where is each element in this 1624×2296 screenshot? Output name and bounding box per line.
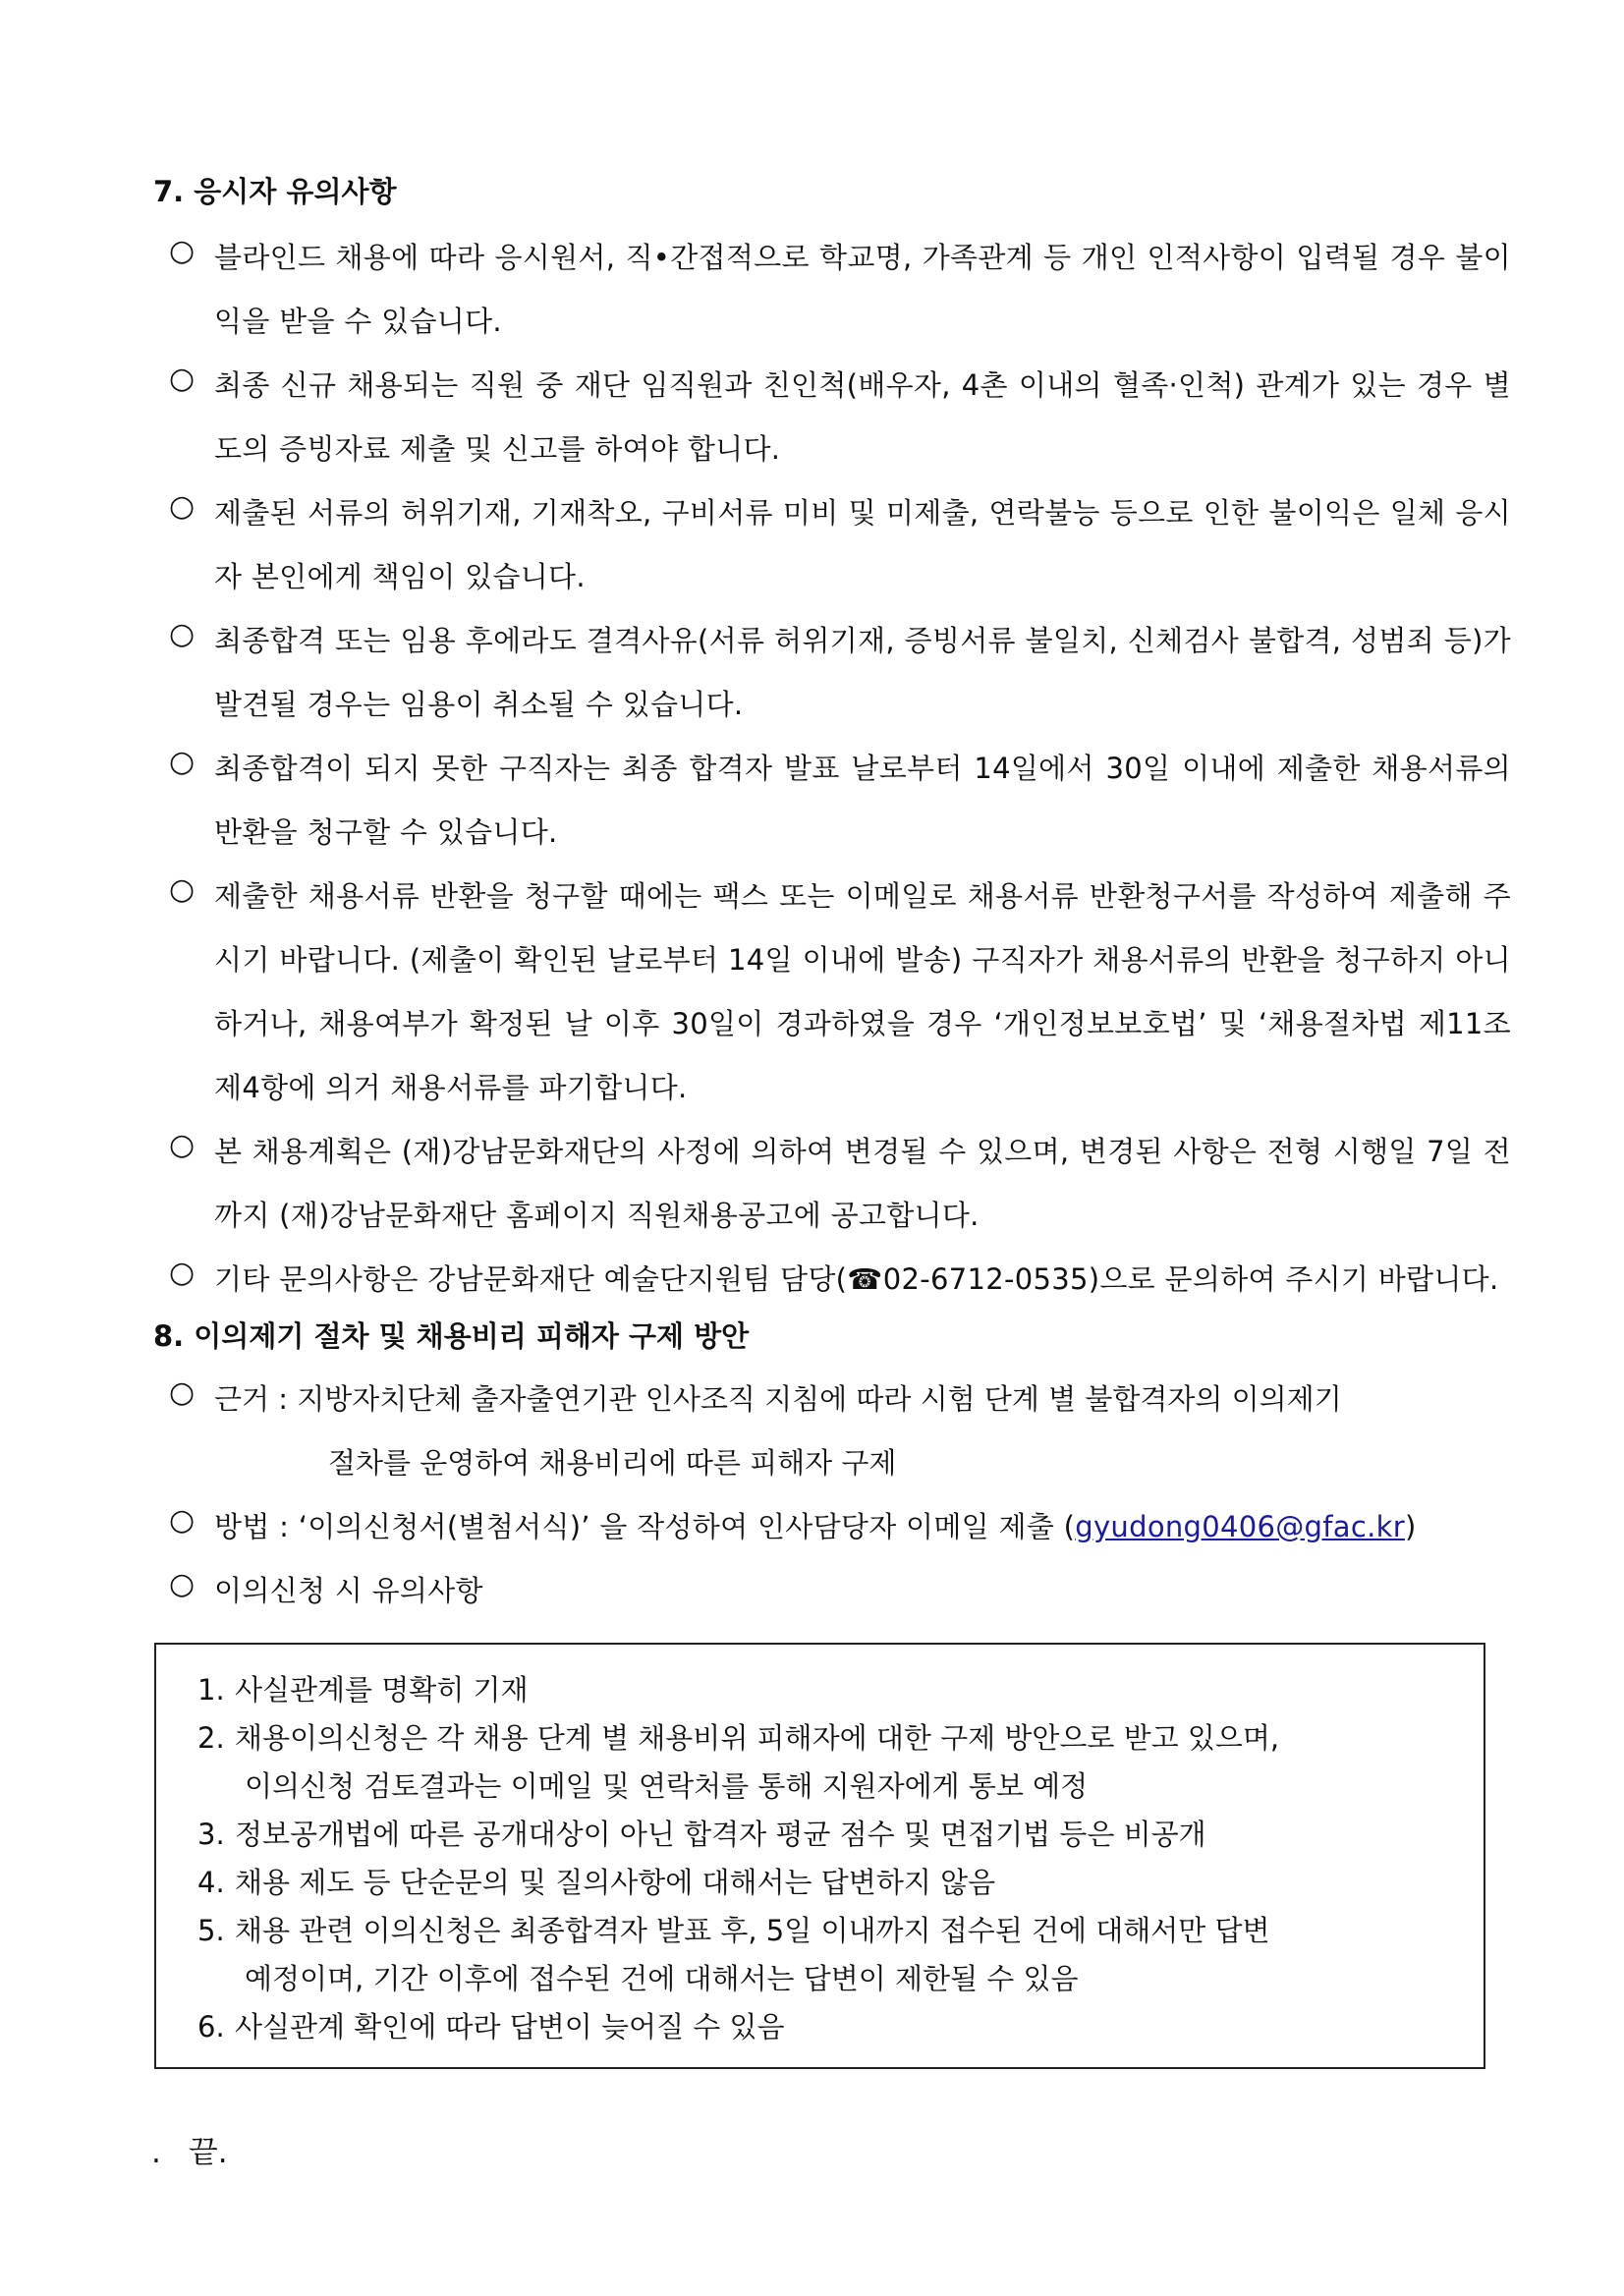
circle-bullet-icon: ○ (169, 617, 196, 651)
notice-text: 최종 신규 채용되는 직원 중 재단 임직원과 친인척(배우자, 4촌 이내의 혈족·인척) 관계가 있는 경우 별도의 증빙자료 제출 및 신고를 하여야 합니다. (214, 368, 1511, 466)
circle-bullet-icon: ○ (169, 872, 196, 907)
email-link[interactable]: gyudong0406@gfac.kr (1075, 1510, 1405, 1543)
list-text-continued: 예정이며, 기간 이후에 접수된 건에 대해서는 답변이 제한될 수 있음 (245, 1962, 1079, 1995)
notice-text: 제출된 서류의 허위기재, 기재착오, 구비서류 미비 및 미제출, 연락불능 등으로 인한 불이익은 일체 응시자 본인에게 책임이 있습니다. (214, 496, 1511, 593)
circle-bullet-icon: ○ (169, 1503, 196, 1538)
list-item (197, 1714, 1484, 1811)
circle-bullet-icon: ○ (169, 234, 196, 268)
basis-line-2: 절차를 운영하여 채용비리에 따른 피해자 구제 (328, 1446, 897, 1480)
basis-text (214, 1368, 1511, 1495)
notice-text: 최종합격 또는 임용 후에라도 결격사유(서류 허위기재, 증빙서류 불일치, 신체검사 불합격, 성범죄 등)가 발견될 경우는 임용이 취소될 수 있습니다. (214, 624, 1511, 721)
notice-item-2 (169, 354, 1511, 481)
circle-bullet-icon: ○ (169, 745, 196, 779)
notice-text: 본 채용계획은 (재)강남문화재단의 사정에 의하여 변경될 수 있으며, 변경된 사항은 전형 시행일 7일 전까지 (재)강남문화재단 홈페이지 직원채용공고에 공고합니다. (214, 1135, 1511, 1232)
end-dot: . (151, 2135, 161, 2170)
circle-bullet-icon: ○ (169, 1128, 196, 1162)
notice-text: 최종합격이 되지 못한 구직자는 최종 합격자 발표 날로부터 14일에서 30일 이내에 제출한 채용서류의 반환을 청구할 수 있습니다. (214, 752, 1511, 849)
list-number: 6. (197, 2010, 225, 2044)
list-text: 채용 제도 등 단순문의 및 질의사항에 대해서는 답변하지 않음 (235, 1866, 996, 1899)
notice-item-3 (169, 481, 1511, 609)
notice-text: 제출한 채용서류 반환을 청구할 때에는 팩스 또는 이메일로 채용서류 반환청구서를 작성하여 제출해 주시기 바랍니다. (제출이 확인된 날로부터 14일 이내에 발송) 구직자가 채용서류의 반환을 청구하지 아니하거나, 채용여부가 확정된 날 이후 30일이 경과하였을 경우 ‘개인정보보호법’ 및 ‘채용절차법 제11조 제4항에 의거 채용서류를 파기합니다. (214, 879, 1511, 1104)
objection-notice-list (156, 1645, 1484, 2051)
notice-item-4 (169, 609, 1511, 737)
method-suffix: ) (1404, 1510, 1417, 1543)
basis-label: 근거 : (214, 1382, 289, 1416)
objection-notice-title: 이의신청 시 유의사항 (214, 1574, 483, 1607)
notice-title-item (169, 1559, 1511, 1623)
list-item (197, 1811, 1484, 1859)
notice-text: 기타 문의사항은 강남문화재단 예술단지원팀 담당(☎02-6712-0535)으로 문의하여 주시기 바랍니다. (214, 1262, 1499, 1296)
section-7-title: 7. 응시자 유의사항 (153, 175, 397, 208)
notice-text: 블라인드 채용에 따라 응시원서, 직•간접적으로 학교명, 가족관계 등 개인 인적사항이 입력될 경우 불이익을 받을 수 있습니다. (214, 241, 1511, 338)
list-number: 3. (197, 1818, 225, 1851)
section-8-title: 8. 이의제기 절차 및 채용비리 피해자 구제 방안 (153, 1319, 750, 1353)
notice-item-6 (169, 865, 1511, 1120)
notice-item-8 (169, 1248, 1511, 1312)
basis-line-1: 지방자치단체 출자출연기관 인사조직 지침에 따라 시험 단계 별 불합격자의 이의제기 (297, 1382, 1342, 1416)
list-text: 정보공개법에 따른 공개대상이 아닌 합격자 평균 점수 및 면접기법 등은 비공개 (235, 1818, 1206, 1851)
list-item (197, 1907, 1484, 2003)
list-number: 2. (197, 1721, 225, 1755)
list-number: 4. (197, 1866, 225, 1899)
method-text (214, 1495, 1511, 1559)
end-text: 끝. (188, 2135, 228, 2170)
list-number: 1. (197, 1673, 225, 1707)
circle-bullet-icon: ○ (169, 489, 196, 524)
list-text: 채용이의신청은 각 채용 단계 별 채용비위 피해자에 대한 구제 방안으로 받고 있으며, (235, 1721, 1280, 1755)
method-prefix: 방법 : ‘이의신청서(별첨서식)’ 을 작성하여 인사담당자 이메일 제출 ( (214, 1510, 1076, 1543)
notice-item-1 (169, 226, 1511, 354)
circle-bullet-icon: ○ (169, 1567, 196, 1601)
list-number: 5. (197, 1914, 225, 1947)
basis-item (169, 1368, 1511, 1495)
list-item (197, 1859, 1484, 1907)
objection-notice-box (154, 1643, 1485, 2069)
list-text: 사실관계를 명확히 기재 (235, 1673, 529, 1707)
notice-item-7 (169, 1120, 1511, 1248)
list-text-continued: 이의신청 검토결과는 이메일 및 연락처를 통해 지원자에게 통보 예정 (245, 1769, 1089, 1803)
circle-bullet-icon: ○ (169, 1375, 196, 1410)
document-end-mark (151, 2127, 228, 2171)
circle-bullet-icon: ○ (169, 1256, 196, 1290)
notice-item-5 (169, 737, 1511, 865)
list-item (197, 1666, 1484, 1714)
list-text: 채용 관련 이의신청은 최종합격자 발표 후, 5일 이내까지 접수된 건에 대해서만 답변 (235, 1914, 1270, 1947)
list-text: 사실관계 확인에 따라 답변이 늦어질 수 있음 (235, 2010, 785, 2044)
circle-bullet-icon: ○ (169, 362, 196, 396)
method-item (169, 1495, 1511, 1559)
list-item (197, 2003, 1484, 2051)
